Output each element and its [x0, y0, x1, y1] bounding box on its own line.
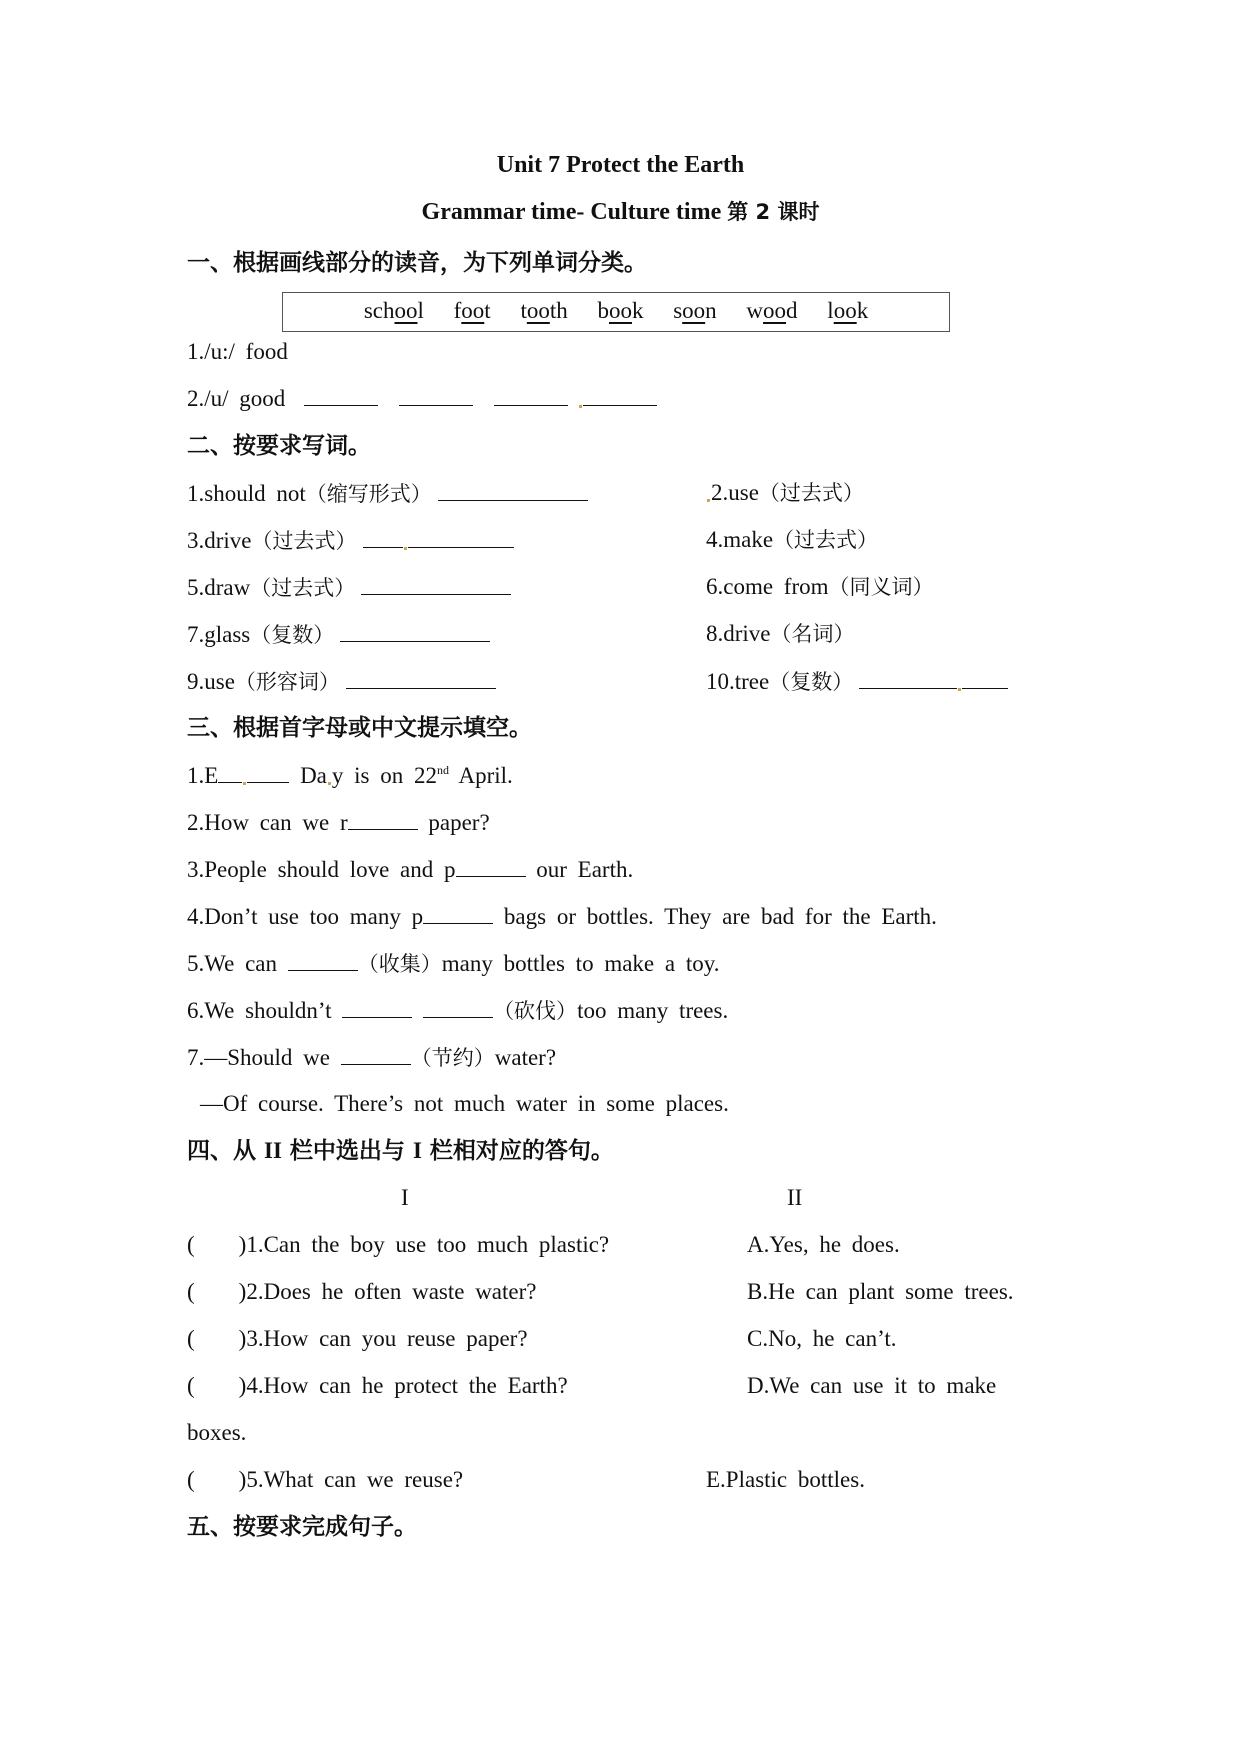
answer-blank[interactable]	[304, 383, 378, 406]
answer-blank[interactable]	[363, 525, 403, 548]
s2-row-1: 1.should not（缩写形式）	[187, 478, 588, 509]
answer-blank[interactable]	[423, 995, 493, 1018]
answer-blank[interactable]	[408, 525, 514, 548]
section-3-heading: 三、根据首字母或中文提示填空。	[187, 715, 532, 741]
match-question-4: ( )4.How can he protect the Earth?	[187, 1373, 568, 1398]
match-question-1: ( )1.Can the boy use too much plastic?	[187, 1232, 610, 1257]
answer-blank[interactable]	[218, 760, 242, 783]
column-ii-header: II	[787, 1185, 803, 1210]
answer-blank[interactable]	[346, 666, 496, 689]
word-item: book	[597, 298, 644, 323]
answer-blank[interactable]	[423, 901, 493, 924]
match-answer-b: B.He can plant some trees.	[747, 1279, 1014, 1304]
s3-question-3: 3.People should love and p our Earth.	[187, 854, 633, 885]
match-answer-a: A.Yes, he does.	[747, 1232, 900, 1257]
section-5-heading: 五、按要求完成句子。	[187, 1514, 417, 1540]
subtitle-english: Grammar time- Culture time	[421, 199, 728, 225]
s3-question-6: 6.We shouldn’t （砍伐）too many trees.	[187, 995, 728, 1026]
s3-question-1: 1.E Da y is on 22nd April.	[187, 760, 513, 791]
worksheet-title: Unit 7 Protect the Earth	[496, 152, 745, 178]
answer-blank[interactable]	[494, 383, 568, 406]
subtitle-chinese: 第 2 课时	[727, 200, 820, 224]
s3-question-7-answer: —Of course. There’s not much water in some places.	[200, 1091, 729, 1116]
s3-question-5: 5.We can （收集）many bottles to make a toy.	[187, 948, 719, 979]
marker-dot	[707, 499, 710, 502]
match-answer-c: C.No, he can’t.	[747, 1326, 897, 1351]
s1-item-2: 2./u/ good	[187, 383, 657, 414]
answer-blank[interactable]	[288, 948, 358, 971]
s3-question-7: 7.—Should we （节约）water?	[187, 1042, 556, 1073]
answer-blank[interactable]	[859, 666, 957, 689]
match-question-3: ( )3.How can you reuse paper?	[187, 1326, 528, 1351]
word-item: school	[363, 298, 424, 323]
answer-blank[interactable]	[962, 666, 1008, 689]
word-list	[283, 296, 949, 326]
s2-row-3: 5.draw（过去式）	[187, 572, 511, 603]
answer-blank[interactable]	[583, 383, 657, 406]
s1-item-1: 1./u:/ food	[187, 339, 288, 364]
s2-row-2-right: 4.make（过去式）	[706, 527, 879, 552]
column-i-header: I	[401, 1185, 409, 1210]
match-answer-e: E.Plastic bottles.	[706, 1467, 865, 1492]
s3-question-4: 4.Don’t use too many p bags or bottles. They are bad for the Earth.	[187, 901, 937, 932]
answer-blank[interactable]	[341, 1042, 411, 1065]
worksheet-subtitle	[0, 197, 1241, 227]
answer-blank[interactable]	[361, 572, 511, 595]
match-answer-d: D.We can use it to make	[747, 1373, 997, 1398]
match-answer-d-wrap: boxes.	[187, 1420, 247, 1445]
section-2-heading: 二、按要求写词。	[187, 433, 371, 459]
answer-blank[interactable]	[342, 995, 412, 1018]
marker-dot	[958, 688, 961, 691]
answer-blank[interactable]	[247, 760, 289, 783]
match-question-2: ( )2.Does he often waste water?	[187, 1279, 537, 1304]
word-item: look	[827, 298, 869, 323]
answer-blank[interactable]	[438, 478, 588, 501]
word-item: wood	[746, 298, 798, 323]
answer-blank[interactable]	[399, 383, 473, 406]
s3-question-2: 2.How can we r paper?	[187, 807, 490, 838]
answer-blank[interactable]	[348, 807, 418, 830]
s2-row-2: 3.drive（过去式）	[187, 525, 514, 556]
s2-row-4-right: 8.drive（名词）	[706, 621, 855, 646]
marker-dot	[243, 782, 246, 785]
marker-dot	[579, 405, 582, 408]
section-4-heading: 四、从 II 栏中选出与 I 栏相对应的答句。	[187, 1138, 614, 1164]
section-1-heading: 一、根据画线部分的读音，为下列单词分类。	[187, 250, 647, 276]
marker-dot	[328, 782, 331, 785]
s2-row-1-right: 2.use（过去式）	[706, 478, 864, 508]
marker-dot	[404, 547, 407, 550]
s2-row-5: 9.use（形容词）	[187, 666, 496, 697]
word-item: tooth	[520, 298, 568, 323]
answer-blank[interactable]	[340, 619, 490, 642]
s2-row-5-right: 10.tree（复数）	[706, 666, 1008, 697]
word-box	[282, 292, 950, 332]
answer-blank[interactable]	[456, 854, 526, 877]
s2-row-4: 7.glass（复数）	[187, 619, 490, 650]
word-item: foot	[453, 298, 491, 323]
match-question-5: ( )5.What can we reuse?	[187, 1467, 464, 1492]
s2-row-3-right: 6.come from（同义词）	[706, 574, 934, 599]
word-item: soon	[673, 298, 717, 323]
